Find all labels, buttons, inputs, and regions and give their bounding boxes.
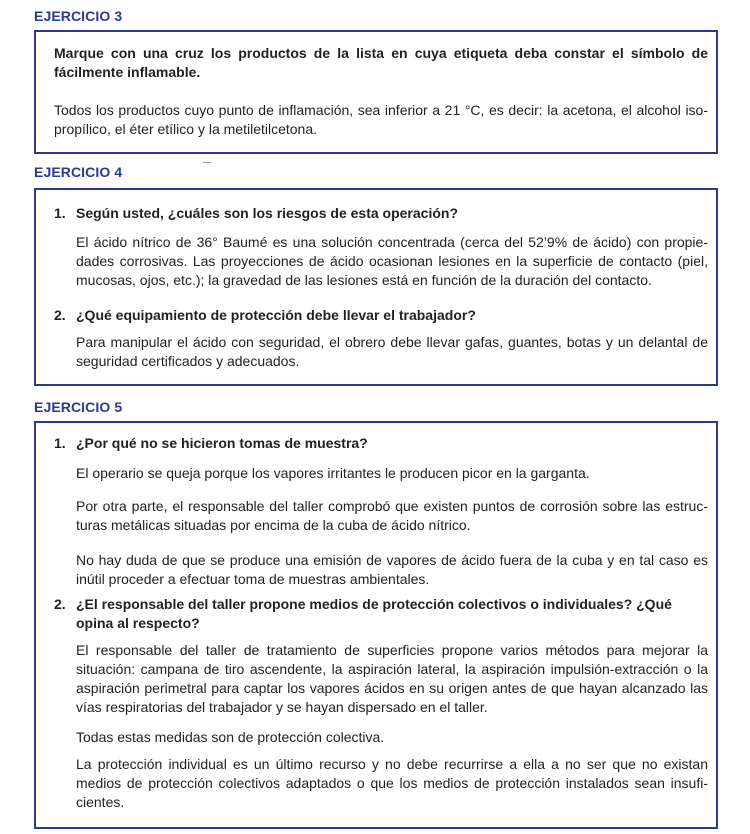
exercise-3-question: Marque con una cruz los productos de la lista en cuya etiqueta deba constar el símbolo de fácilmente inflamable. — [54, 45, 708, 80]
stray-mark — [203, 162, 211, 163]
exercise-4-box — [34, 188, 718, 386]
question-answer-paragraph: Todas estas medidas son de protección colectiva. — [76, 729, 385, 745]
exercise-3-heading: EJERCICIO 3 — [34, 8, 123, 24]
question-title: ¿El responsable del taller propone medios de protección colectivos o individuales? ¿Qué opina al respecto? — [76, 596, 672, 631]
exercise-5-box — [34, 421, 718, 829]
question-number: 2. — [54, 307, 66, 323]
question-title: ¿Qué equipamiento de protección debe llevar el trabajador? — [76, 307, 476, 323]
question-answer-paragraph: El responsable del taller de tratamiento de superficies propone varios métodos para mejorar la situación: campana de tiro ascendente, la aspiración lateral, la aspiración impulsión-extracción o la aspiración perimetral para captar los vapores ácidos en su origen antes de que hayan alcanzado las vías respiratorias del trabajador y se hayan dispersado en el taller. — [76, 642, 708, 715]
question-number: 1. — [54, 205, 66, 221]
question-answer-paragraph: El operario se queja porque los vapores irritantes le producen picor en la garganta. — [76, 465, 590, 481]
exercise-3-box — [34, 30, 718, 154]
question-answer-paragraph: Por otra parte, el responsable del taller comprobó que existen puntos de corrosión sobre las estruc-turas metálicas situadas por encima de la cuba de ácido nítrico. — [76, 498, 708, 533]
exercise-5-question-2 — [54, 595, 708, 825]
exercise-4-question-2 — [54, 306, 708, 376]
exercise-5-question-1 — [54, 434, 708, 586]
exercise-5-heading: EJERCICIO 5 — [34, 399, 123, 415]
question-answer-paragraph: No hay duda de que se produce una emisión de vapores de ácido fuera de la cuba y en tal caso es inútil proceder a efectuar toma de muestras ambientales. — [76, 552, 708, 587]
question-answer-paragraph: La protección individual es un último recurso y no debe recurrirse a ella a no ser que no existan medios de protección colectivos adaptados o que los medios de protección instalados sean insufi-cientes. — [76, 756, 708, 810]
question-title: Según usted, ¿cuáles son los riesgos de esta operación? — [76, 205, 458, 221]
exercise-3-answer: Todos los productos cuyo punto de inflamación, sea inferior a 21 °C, es decir: la acetona, el alcohol iso-propílico, el éter etílico y la metiletilcetona. — [54, 102, 708, 137]
question-title: ¿Por qué no se hicieron tomas de muestra? — [76, 435, 368, 451]
exercise-4-question-1 — [54, 204, 708, 294]
question-number: 1. — [54, 435, 66, 451]
question-number: 2. — [54, 596, 66, 612]
exercise-5-box-bottom-border — [34, 827, 718, 829]
exercise-4-heading: EJERCICIO 4 — [34, 164, 123, 180]
question-answer: El ácido nítrico de 36° Baumé es una solución concentrada (cerca del 52’9% de ácido) con propie-dades corrosivas. Las proyecciones de ácido ocasionan lesiones en la superficie de contacto (piel, mucosas, ojos, etc.); la gravedad de las lesiones está en función de la duración del contacto. — [76, 234, 708, 288]
question-answer: Para manipular el ácido con seguridad, el obrero debe llevar gafas, guantes, botas y un delantal de seguridad certificados y adecuados. — [76, 334, 708, 369]
